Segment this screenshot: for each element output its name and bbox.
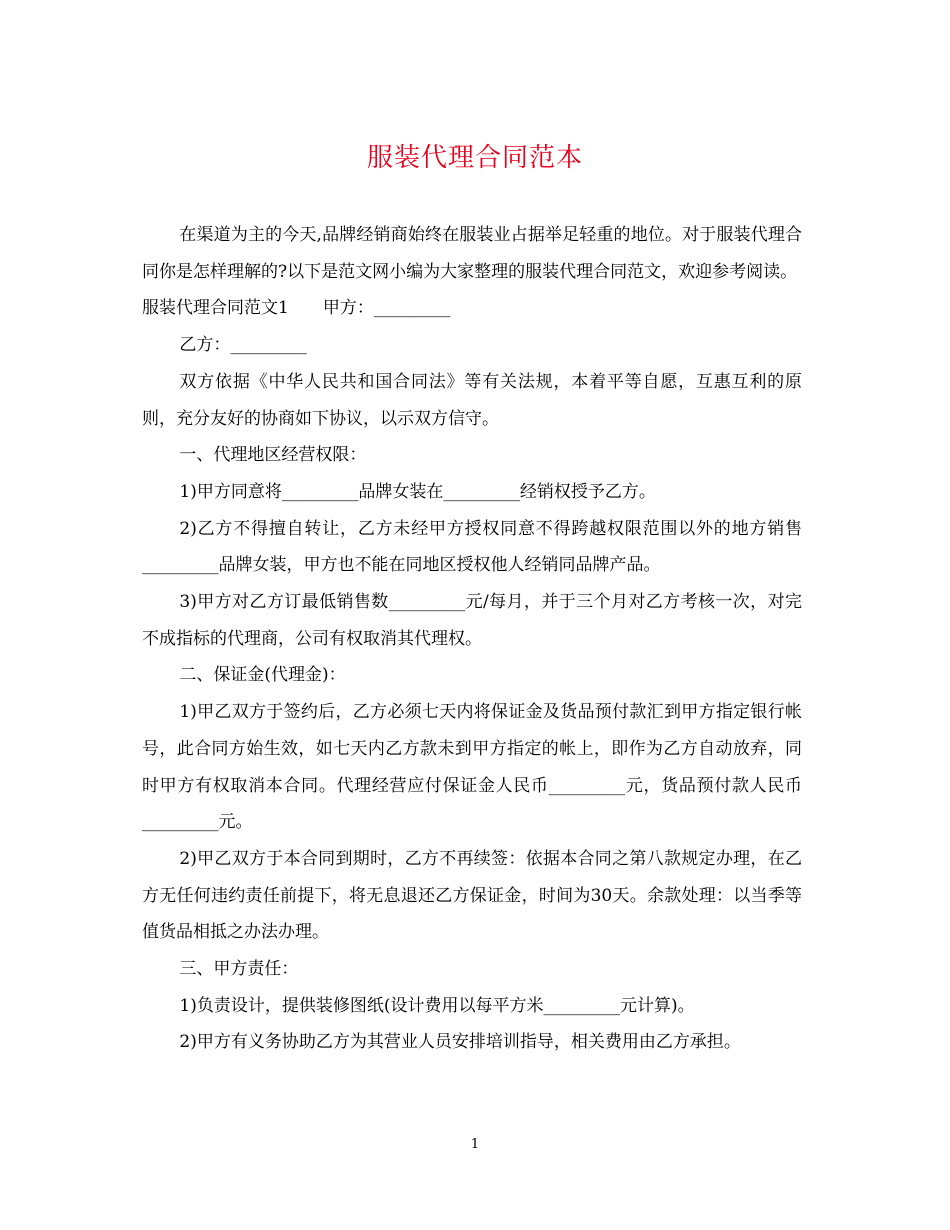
clause-1-2: 2)乙方不得擅自转让，乙方未经甲方授权同意不得跨越权限范围以外的地方销售_________品牌女装，甲方也不能在同地区授权他人经销同品牌产品。	[142, 518, 802, 576]
contract-heading-party-a: 服装代理合同范文1 甲方：_________	[142, 298, 451, 319]
section-heading-agency-rights: 一、代理地区经营权限：	[179, 445, 367, 466]
clause-3-1: 1)负责设计，提供装修图纸(设计费用以每平方米_________元计算)。	[179, 995, 695, 1016]
document-title: 服装代理合同范本	[366, 143, 583, 173]
section-heading-deposit: 二、保证金(代理金)：	[179, 665, 346, 686]
section-heading-party-a-duties: 三、甲方责任：	[179, 959, 299, 980]
clause-1-3: 3)甲方对乙方订最低销售数_________元/每月，并于三个月对乙方考核一次，对完不成指标的代理商，公司有权取消其代理权。	[142, 592, 802, 649]
page-number: 1	[470, 1137, 480, 1152]
clause-3-2: 2)甲方有义务协助乙方为其营业人员安排培训指导，相关费用由乙方承担。	[179, 1032, 741, 1053]
party-b-line: 乙方：_________	[179, 335, 307, 356]
preamble-paragraph: 双方依据《中华人民共和国合同法》等有关法规，本着平等自愿，互惠互利的原则，充分友好的协商如下协议，以示双方信守。	[142, 371, 802, 429]
clause-2-2: 2)甲乙双方于本合同到期时，乙方不再续签：依据本合同之第八款规定办理，在乙方无任何违约责任前提下，将无息退还乙方保证金，时间为30天。余款处理：以当季等值货品相抵之办法办理。	[142, 848, 802, 943]
intro-paragraph: 在渠道为主的今天,品牌经销商始终在服装业占据举足轻重的地位。对于服装代理合同你是怎样理解的?以下是范文网小编为大家整理的服装代理合同范文，欢迎参考阅读。	[142, 225, 802, 282]
clause-1-1: 1)甲方同意将_________品牌女装在_________经销权授予乙方。	[179, 481, 656, 502]
clause-2-1: 1)甲乙双方于签约后，乙方必须七天内将保证金及货品预付款汇到甲方指定银行帐号，此合同方始生效，如七天内乙方款未到甲方指定的帐上，即作为乙方自动放弃，同时甲方有权取消本合同。代理经营应付保证金人民币_________元，货品预付款人民币_________元。	[142, 702, 802, 833]
document-body	[142, 217, 802, 1061]
